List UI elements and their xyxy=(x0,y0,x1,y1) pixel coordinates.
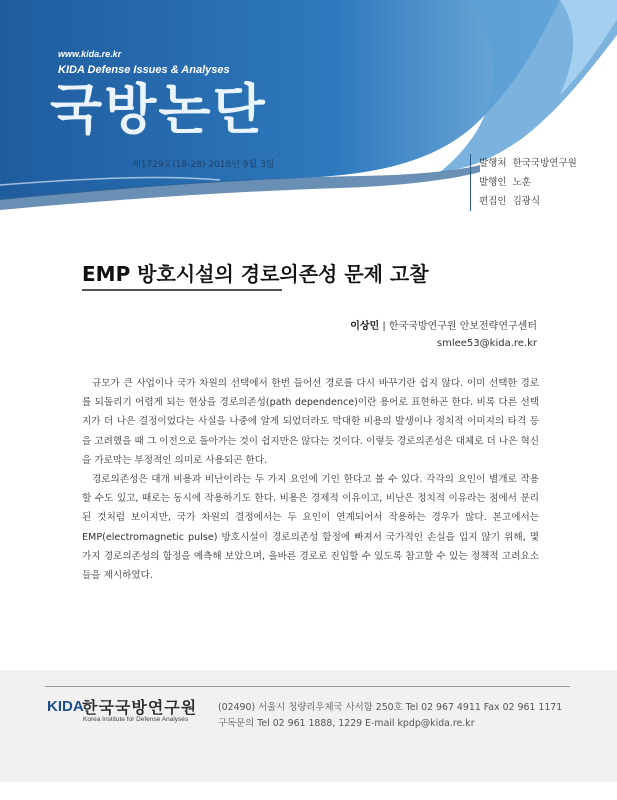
publisher-label: 발행처 xyxy=(479,158,507,169)
author-line xyxy=(350,318,537,335)
paragraph-2: 경로의존성은 대개 비용과 비난이라는 두 가지 요인에 기인 한다고 볼 수 있다. 각각의 요인이 별개로 작용할 수도 있고, 때로는 동시에 작용하기도 한다. 비용은 경제적 이유이고, 비난은 정치적 이유라는 점에서 분리된 것처럼 보이지만, 국가 차원의 결정에서는 두 요인이 연계되어서 작용하는 경우가 많다. 본고에서는 EMP(electromagnetic pulse) 방호시설이 경로의존성 함정에 빠져서 국가적인 손실을 입지 않기 위해, 몇 가지 경로의존성의 함정을 예측해 보았으며, 올바른 경로로 진입할 수 있도록 참고할 수 있는 정책적 고려요소들을 제시하였다. xyxy=(82,474,539,582)
logo-korean-name: 한국국방연구원 xyxy=(82,698,198,717)
publisher-value: 한국국방연구원 xyxy=(512,158,577,169)
publisher-row xyxy=(479,154,577,173)
issuer-row xyxy=(479,173,577,192)
author-block xyxy=(350,318,537,352)
article-title: EMP 방호시설의 경로의존성 문제 고찰 xyxy=(82,262,429,286)
title-underline xyxy=(82,289,282,291)
series-title-english: KIDA Defense Issues & Analyses xyxy=(58,64,230,76)
editor-label: 편집인 xyxy=(479,196,507,207)
editor-value: 김광식 xyxy=(512,196,541,207)
kida-logo xyxy=(47,698,198,723)
paragraph-1: 규모가 큰 사업이나 국가 차원의 선택에서 한번 들어선 경로를 다시 바꾸기란 쉽지 않다. 이미 선택한 경로를 되돌리기 어렵게 되는 현상을 경로의존성(path dependence)이란 용어로 표현하곤 한다. 비록 다른 선택지가 더 나은 결정이었다는 사실을 나중에 알게 되었더라도 막대한 비용의 발생이나 정치적 이미지의 타격 등을 고려했을 때 그 이전으로 돌아가는 것이 쉽지만은 않다는 것이다. 이렇듯 경로의존성은 대체로 더 나은 혁신을 가로막는 부정적인 의미로 사용되곤 한다. xyxy=(82,378,539,466)
publication-info xyxy=(470,154,577,211)
page-bottom-margin xyxy=(0,782,617,800)
subscription-line: 구독문의 Tel 02 961 1888, 1229 E-mail kpdp@kida.re.kr xyxy=(218,718,475,729)
author-name: 이상민 xyxy=(350,321,380,332)
article-body xyxy=(82,374,539,585)
author-email[interactable]: smlee53@kida.re.kr xyxy=(436,338,537,349)
issuer-value: 노훈 xyxy=(512,177,531,188)
logo-english-name: Korea Institute for Defense Analyses xyxy=(83,716,189,723)
logo-kida-text: KIDA xyxy=(47,698,84,715)
footer-divider xyxy=(45,686,570,687)
issuer-label: 발행인 xyxy=(479,177,507,188)
editor-row xyxy=(479,192,577,211)
issue-number-date: 제1729호(18-28) 2018년 9월 3일 xyxy=(132,160,275,170)
address-line: (02490) 서울시 청량리우체국 사서함 250호 Tel 02 967 4911 Fax 02 961 1171 xyxy=(218,702,563,713)
site-url[interactable]: www.kida.re.kr xyxy=(58,49,122,59)
author-affiliation: | 한국국방연구원 안보전략연구센터 xyxy=(382,321,537,332)
contact-info xyxy=(218,700,562,732)
series-title-korean: 국방논단 xyxy=(50,78,267,141)
